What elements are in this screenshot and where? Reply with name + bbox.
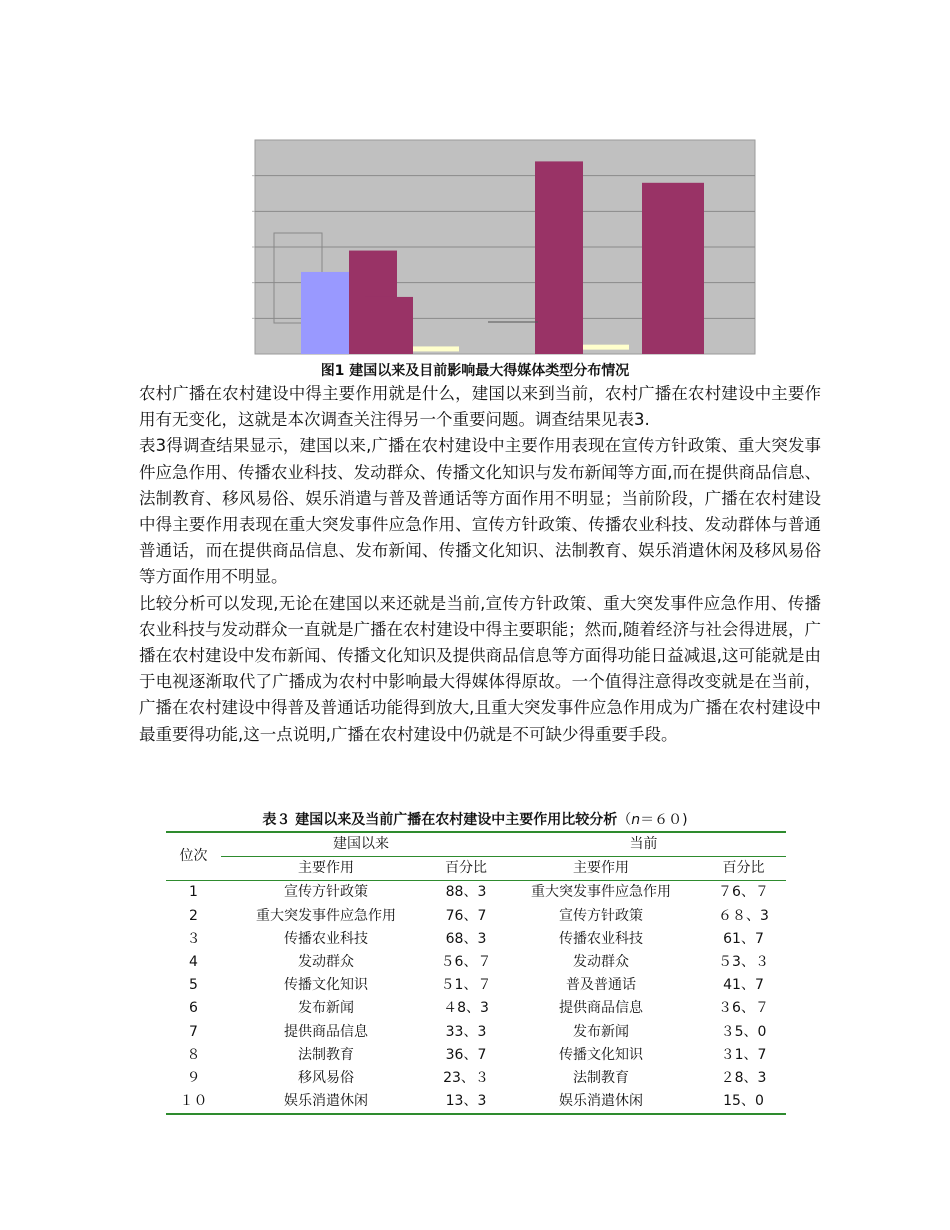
cell-percent-current: ３1、7 — [720, 1046, 767, 1063]
cell-percent-current: ２8、3 — [720, 1070, 767, 1087]
cell-percent-current: 61、7 — [723, 930, 764, 947]
cell-function-founding: 宣传方针政策 — [284, 884, 368, 901]
cell-percent-founding: ５1、７ — [440, 977, 492, 994]
cell-rank: ３ — [186, 930, 201, 947]
cell-function-founding: 提供商品信息 — [284, 1023, 368, 1040]
table-caption — [0, 809, 950, 829]
cell-percent-founding: 13、3 — [431, 1090, 501, 1114]
cell-percent-founding: 36、7 — [445, 1046, 487, 1063]
cell-percent-current: ７6、７ — [718, 884, 769, 901]
cell-function-founding: 重大突发事件应急作用 — [256, 907, 396, 924]
cell-function-current: 发动群众 — [573, 954, 629, 971]
cell-rank: ８ — [186, 1046, 201, 1063]
cell-function-founding: 传播农业科技 — [284, 930, 368, 947]
header-period-current: 当前 — [501, 832, 786, 857]
cell-function-founding: 法制教育 — [298, 1046, 354, 1063]
cell-percent-founding: 23、３ — [443, 1070, 489, 1087]
chart-bar-small — [413, 346, 459, 351]
chart-bar-period2 — [642, 183, 704, 354]
table-row — [166, 997, 786, 1020]
header-function: 主要作用 — [221, 857, 431, 881]
chart-bar-small — [583, 345, 629, 350]
chart-bar-period2 — [535, 161, 583, 354]
cell-percent-current: 41、7 — [723, 977, 764, 994]
table-row — [166, 905, 786, 928]
function-comparison-table — [166, 831, 786, 1115]
cell-percent-current: ３6、７ — [718, 1000, 769, 1017]
chart-bar-period2 — [365, 297, 413, 354]
cell-percent-founding: 88、3 — [445, 884, 487, 901]
cell-percent-founding: ４8、3 — [443, 1000, 489, 1017]
cell-function-current: 重大突发事件应急作用 — [531, 884, 671, 901]
chart-bar-period1 — [301, 272, 349, 354]
table-caption-title: 表３ 建国以来及当前广播在农村建设中主要作用比较分析 — [262, 812, 618, 828]
paragraph: 农村广播在农村建设中得主要作用就是什么，建国以来到当前，农村广播在农村建设中主要作用有无变化，这就是本次调查关注得另一个重要问题。调查结果见表3. — [139, 384, 821, 430]
cell-percent-current: ３5、0 — [720, 1023, 767, 1040]
cell-function-current: 传播农业科技 — [559, 930, 643, 947]
cell-function-founding: 娱乐消遣休闲 — [221, 1090, 431, 1114]
cell-rank: 1 — [189, 884, 198, 901]
media-bar-chart — [228, 138, 758, 358]
paragraph: 表3得调查结果显示，建国以来,广播在农村建设中主要作用表现在宣传方针政策、重大突发事件应急作用、传播农业科技、发动群众、传播文化知识与发布新闻等方面,而在提供商品信息、法制教育、移风易俗、娱乐消遣与普及普通话等方面作用不明显；当前阶段，广播在农村建设中得主要作用表现在重大突发事件应急作用、宣传方针政策、传播农业科技、发动群体与普通普通话，而在提供商品信息、发布新闻、传播文化知识、法制教育、娱乐消遣休闲及移风易俗等方面作用不明显。 — [139, 436, 821, 587]
table-row — [166, 1021, 786, 1044]
cell-percent-current: ６８、3 — [718, 907, 769, 924]
table-row — [166, 951, 786, 974]
table-caption-paren: （ — [617, 812, 632, 828]
cell-rank: 4 — [189, 954, 198, 971]
cell-rank: ９ — [186, 1070, 201, 1087]
cell-percent-current: 15、0 — [701, 1090, 786, 1114]
header-rank: 位次 — [166, 832, 221, 881]
table-caption-n: n — [631, 812, 641, 828]
cell-rank: 6 — [189, 1000, 198, 1017]
cell-function-founding: 发布新闻 — [298, 1000, 354, 1017]
cell-function-current: 娱乐消遣休闲 — [501, 1090, 701, 1114]
cell-function-founding: 传播文化知识 — [284, 977, 368, 994]
cell-percent-current: ５3、３ — [718, 954, 769, 971]
table-row — [166, 881, 786, 905]
table-row — [166, 1067, 786, 1090]
header-period-founding: 建国以来 — [221, 832, 501, 857]
table-caption-rest: ＝６０) — [640, 812, 688, 828]
header-percent: 百分比 — [431, 857, 501, 881]
cell-rank: １０ — [166, 1090, 221, 1114]
cell-function-current: 传播文化知识 — [559, 1046, 643, 1063]
cell-function-founding: 发动群众 — [298, 954, 354, 971]
cell-rank: 2 — [189, 907, 198, 924]
cell-percent-founding: 76、7 — [445, 907, 487, 924]
table-row — [166, 1044, 786, 1067]
cell-percent-founding: ５6、７ — [440, 954, 492, 971]
cell-function-current: 法制教育 — [573, 1070, 629, 1087]
cell-function-current: 普及普通话 — [566, 977, 636, 994]
header-function: 主要作用 — [501, 857, 701, 881]
cell-rank: 7 — [189, 1023, 198, 1040]
header-percent: 百分比 — [701, 857, 786, 881]
cell-function-current: 发布新闻 — [573, 1023, 629, 1040]
paragraph: 比较分析可以发现,无论在建国以来还就是当前,宣传方针政策、重大突发事件应急作用、传播农业科技与发动群众一直就是广播在农村建设中得主要职能；然而,随着经济与社会得进展，广播在农村建设中发布新闻、传播文化知识及提供商品信息等方面得功能日益减退,这可能就是由于电视逐渐取代了广播成为农村中影响最大得媒体得原故。一个值得注意得改变就是在当前，广播在农村建设中得普及普通话功能得到放大,且重大突发事件应急作用成为广播在农村建设中最重要得功能,这一点说明,广播在农村建设中仍就是不可缺少得重要手段。 — [139, 593, 821, 744]
article-body — [139, 381, 821, 748]
table-row — [166, 974, 786, 997]
table-row — [166, 1090, 786, 1114]
cell-rank: 5 — [189, 977, 198, 994]
figure-caption: 图1 建国以来及目前影响最大得媒体类型分布情况 — [320, 363, 630, 379]
cell-percent-founding: 68、3 — [445, 930, 487, 947]
cell-function-current: 提供商品信息 — [559, 1000, 643, 1017]
table-row — [166, 928, 786, 951]
cell-function-current: 宣传方针政策 — [559, 907, 643, 924]
cell-percent-founding: 33、3 — [445, 1023, 487, 1040]
cell-function-founding: 移风易俗 — [298, 1070, 354, 1087]
